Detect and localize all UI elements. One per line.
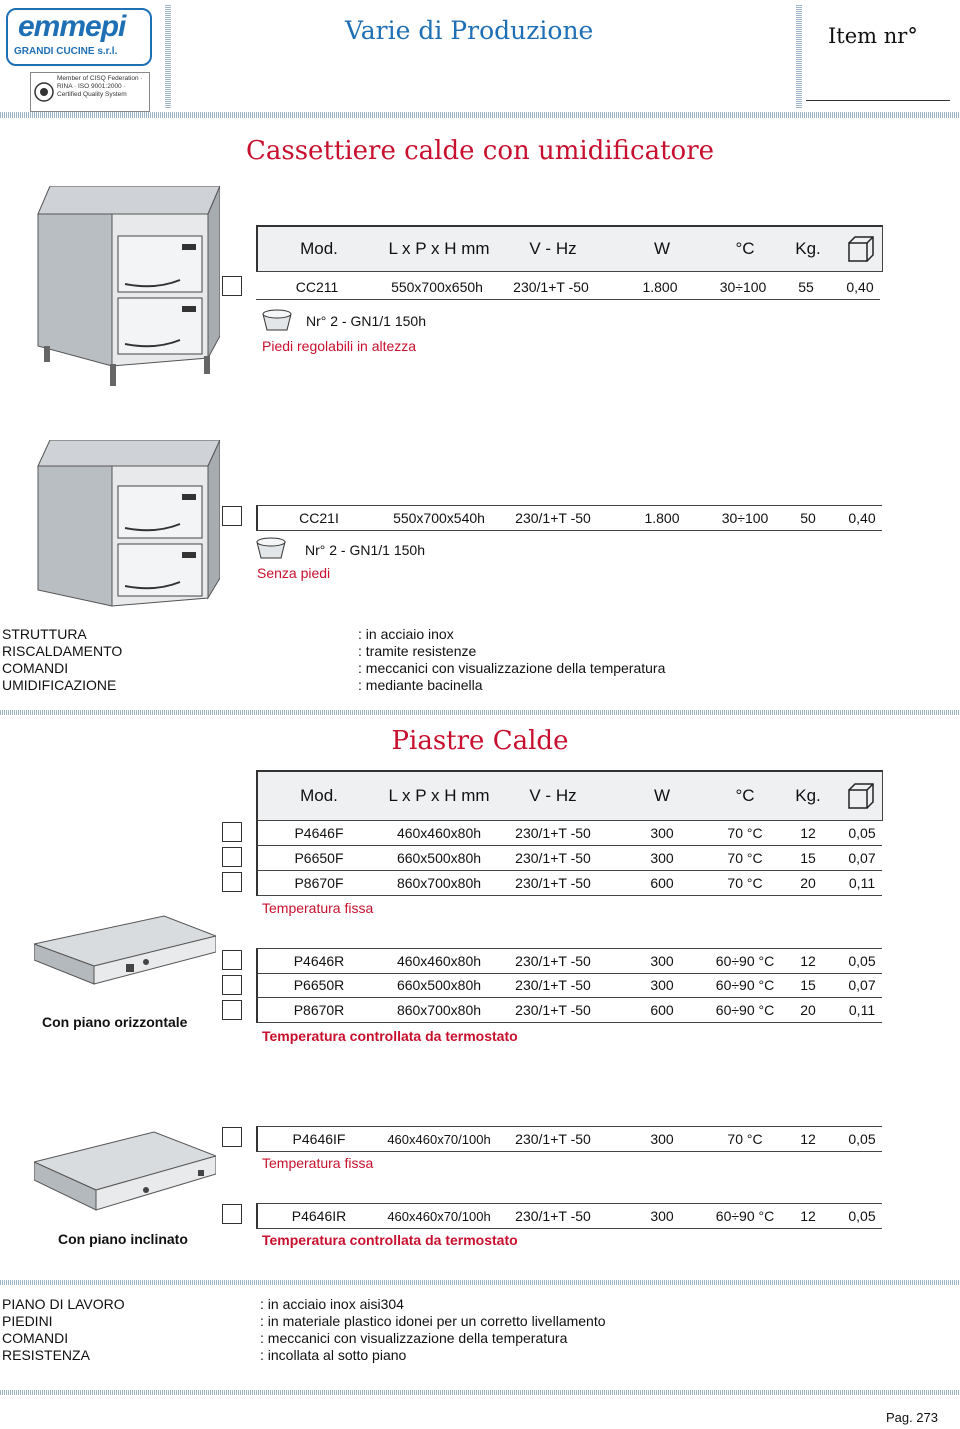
spec-value: : incollata al sotto piano — [260, 1347, 407, 1363]
checkbox-p4646if[interactable] — [222, 1127, 242, 1147]
spec-key: RISCALDAMENTO — [2, 643, 123, 659]
cell-watts: 300 — [650, 825, 674, 841]
item-number-field[interactable] — [806, 100, 950, 101]
spec-value: : in materiale plastico idonei per un corretto livellamento — [260, 1313, 606, 1329]
cell-volume: 0,11 — [848, 1002, 876, 1018]
cell-volume: 0,05 — [848, 1131, 876, 1147]
cell-volume: 0,05 — [848, 953, 876, 969]
item-number-label: Item nr° — [828, 24, 918, 48]
table-row — [256, 846, 882, 871]
cell-temp: 30÷100 — [719, 279, 767, 295]
footer-rule — [0, 1390, 960, 1395]
cell-temp: 70 °C — [727, 850, 763, 866]
cell-voltage: 230/1+T -50 — [513, 279, 589, 295]
cell-kg: 12 — [800, 1208, 816, 1224]
note-inclined-fixed: Temperatura fissa — [262, 1155, 374, 1171]
flat-hot-plate-image — [34, 910, 216, 986]
spec-values-cassettiere — [358, 626, 665, 694]
checkbox-p4646f[interactable] — [222, 822, 242, 842]
cell-kg: 15 — [800, 977, 816, 993]
cell-mod: P6650F — [294, 850, 344, 866]
cell-watts: 300 — [650, 977, 674, 993]
cell-watts: 600 — [650, 1002, 674, 1018]
col-voltage: V - Hz — [529, 239, 577, 258]
cell-temp: 60÷90 °C — [715, 953, 775, 969]
col-watts: W — [653, 239, 671, 258]
cell-mod: P4646F — [294, 825, 344, 841]
table-row — [256, 1203, 882, 1229]
cell-dim: 460x460x80h — [396, 953, 482, 969]
spec-value: : in acciaio inox aisi304 — [260, 1296, 404, 1312]
certification-badge — [30, 72, 150, 112]
cassettiere-title: Cassettiere calde con umidificatore — [245, 136, 715, 166]
note-thermostat: Temperatura controllata da termostato — [262, 1028, 518, 1044]
cell-kg: 12 — [800, 825, 816, 841]
spec-value: : in acciaio inox — [358, 626, 454, 642]
cell-dim: 550x700x650h — [391, 279, 483, 295]
table-row — [256, 973, 882, 998]
spec-key: COMANDI — [2, 1330, 69, 1346]
table-row — [256, 275, 880, 300]
cell-watts: 300 — [650, 1131, 674, 1147]
gastronorm-pan-icon — [256, 536, 286, 560]
rina-seal-icon — [34, 82, 54, 102]
cell-kg: 12 — [800, 1131, 816, 1147]
checkbox-cc211[interactable] — [222, 276, 242, 296]
spec-key: RESISTENZA — [2, 1347, 90, 1363]
company-logo — [6, 8, 156, 64]
section-rule — [0, 1280, 960, 1285]
col-mod: Mod. — [300, 239, 338, 258]
cell-kg: 20 — [800, 875, 816, 891]
cell-mod: P8670R — [293, 1002, 345, 1018]
cell-mod: P4646R — [293, 953, 345, 969]
cell-dim: 660x500x80h — [396, 977, 482, 993]
col-dimensions: L x P x H mm — [388, 786, 490, 805]
col-dimensions: L x P x H mm — [388, 239, 490, 258]
cell-voltage: 230/1+T -50 — [515, 1002, 591, 1018]
cell-dim: 460x460x80h — [396, 825, 482, 841]
spec-values-piastre — [260, 1296, 606, 1364]
cell-mod: P6650R — [293, 977, 345, 993]
volume-cube-icon — [842, 772, 880, 820]
cell-kg: 12 — [800, 953, 816, 969]
cell-dim: 460x460x70/100h — [387, 1131, 491, 1147]
cell-kg: 20 — [800, 1002, 816, 1018]
cell-watts: 300 — [650, 850, 674, 866]
cell-dim: 460x460x70/100h — [387, 1208, 491, 1224]
cell-watts: 1.800 — [642, 279, 678, 295]
cell-volume: 0,40 — [846, 279, 874, 295]
pan-note-2: Nr° 2 - GN1/1 150h — [305, 542, 425, 558]
cell-mod: CC21I — [299, 510, 339, 526]
col-voltage: V - Hz — [529, 786, 577, 805]
table-row — [256, 821, 882, 846]
cell-temp: 60÷90 °C — [715, 1002, 775, 1018]
cell-kg: 15 — [800, 850, 816, 866]
spec-value: : mediante bacinella — [358, 677, 483, 693]
spec-value: : meccanici con visualizzazione della temperatura — [260, 1330, 568, 1346]
cell-mod: P8670F — [294, 875, 344, 891]
cell-dim: 860x700x80h — [396, 1002, 482, 1018]
cell-volume: 0,05 — [848, 825, 876, 841]
note-fixed-temperature: Temperatura fissa — [262, 900, 374, 916]
piastre-title: Piastre Calde — [391, 726, 569, 756]
cell-temp: 70 °C — [727, 1131, 763, 1147]
warming-cabinet-with-legs-image — [30, 186, 220, 392]
certification-text: Member of CISQ Federation · RINA · ISO 9001:2000 · Certified Quality System — [57, 75, 143, 98]
cell-watts: 1.800 — [644, 510, 680, 526]
checkbox-p4646r[interactable] — [222, 950, 242, 970]
cell-voltage: 230/1+T -50 — [515, 953, 591, 969]
warming-cabinet-no-legs-image — [30, 440, 220, 610]
table-row — [256, 505, 882, 531]
col-watts: W — [653, 786, 671, 805]
cell-voltage: 230/1+T -50 — [515, 850, 591, 866]
checkbox-p8670r[interactable] — [222, 1000, 242, 1020]
cell-voltage: 230/1+T -50 — [515, 510, 591, 526]
spec-value: : meccanici con visualizzazione della temperatura — [358, 660, 666, 676]
table-row — [256, 998, 882, 1023]
cell-volume: 0,05 — [848, 1208, 876, 1224]
logo-name: emmepi — [18, 10, 126, 43]
col-kg: Kg. — [795, 786, 821, 805]
header-divider-left — [165, 4, 171, 108]
cassettiere-table-header — [256, 225, 883, 272]
col-temperature: °C — [735, 239, 755, 258]
logo-subtitle: GRANDI CUCINE s.r.l. — [14, 46, 118, 57]
col-temperature: °C — [735, 786, 755, 805]
spec-key: COMANDI — [2, 660, 69, 676]
piastre-table-header — [256, 770, 883, 821]
cell-watts: 300 — [650, 1208, 674, 1224]
cell-kg: 55 — [798, 279, 814, 295]
section-title: Varie di Produzione — [345, 16, 594, 45]
checkbox-p4646ir[interactable] — [222, 1204, 242, 1224]
gastronorm-pan-icon — [262, 308, 292, 332]
cell-mod: CC211 — [295, 279, 339, 295]
checkbox-cc21i[interactable] — [222, 506, 242, 526]
cell-dim: 860x700x80h — [396, 875, 482, 891]
cell-temp: 30÷100 — [721, 510, 769, 526]
cell-temp: 70 °C — [727, 825, 763, 841]
cell-watts: 600 — [650, 875, 674, 891]
caption-flat-plate: Con piano orizzontale — [42, 1014, 188, 1030]
spec-keys-piastre — [2, 1296, 125, 1364]
pan-note-1: Nr° 2 - GN1/1 150h — [306, 313, 426, 329]
cell-voltage: 230/1+T -50 — [515, 1131, 591, 1147]
table-row — [256, 1126, 882, 1152]
caption-inclined-plate: Con piano inclinato — [58, 1231, 188, 1247]
spec-key: STRUTTURA — [2, 626, 87, 642]
spec-value: : tramite resistenze — [358, 643, 477, 659]
cell-kg: 50 — [800, 510, 816, 526]
note-adjustable-feet: Piedi regolabili in altezza — [262, 338, 417, 354]
cell-temp: 60÷90 °C — [715, 977, 775, 993]
checkbox-p8670f[interactable] — [222, 872, 242, 892]
cell-dim: 550x700x540h — [393, 510, 485, 526]
col-kg: Kg. — [795, 239, 821, 258]
header-bottom-rule — [0, 112, 960, 118]
spec-key: PIEDINI — [2, 1313, 53, 1329]
cell-mod: P4646IF — [292, 1131, 346, 1147]
table-row — [256, 871, 882, 896]
cell-volume: 0,07 — [848, 977, 876, 993]
note-inclined-thermostat: Temperatura controllata da termostato — [262, 1232, 518, 1248]
volume-cube-icon — [842, 227, 880, 271]
cell-mod: P4646IR — [291, 1208, 347, 1224]
cell-volume: 0,07 — [848, 850, 876, 866]
spec-key: UMIDIFICAZIONE — [2, 677, 117, 693]
cell-temp: 70 °C — [727, 875, 763, 891]
cell-temp: 60÷90 °C — [715, 1208, 775, 1224]
cell-voltage: 230/1+T -50 — [515, 875, 591, 891]
checkbox-p6650f[interactable] — [222, 847, 242, 867]
checkbox-p6650r[interactable] — [222, 975, 242, 995]
cell-dim: 660x500x80h — [396, 850, 482, 866]
spec-keys-cassettiere — [2, 626, 122, 694]
section-rule — [0, 710, 960, 715]
cell-volume: 0,11 — [848, 875, 876, 891]
inclined-hot-plate-image — [34, 1128, 216, 1212]
header-divider-right — [796, 4, 802, 108]
col-mod: Mod. — [300, 786, 338, 805]
cell-voltage: 230/1+T -50 — [515, 977, 591, 993]
cell-voltage: 230/1+T -50 — [515, 825, 591, 841]
spec-key: PIANO DI LAVORO — [2, 1296, 125, 1312]
cell-watts: 300 — [650, 953, 674, 969]
cell-volume: 0,40 — [848, 510, 876, 526]
table-row — [256, 948, 882, 974]
page-number: Pag. 273 — [885, 1410, 938, 1425]
note-no-feet: Senza piedi — [257, 565, 331, 581]
cell-voltage: 230/1+T -50 — [515, 1208, 591, 1224]
